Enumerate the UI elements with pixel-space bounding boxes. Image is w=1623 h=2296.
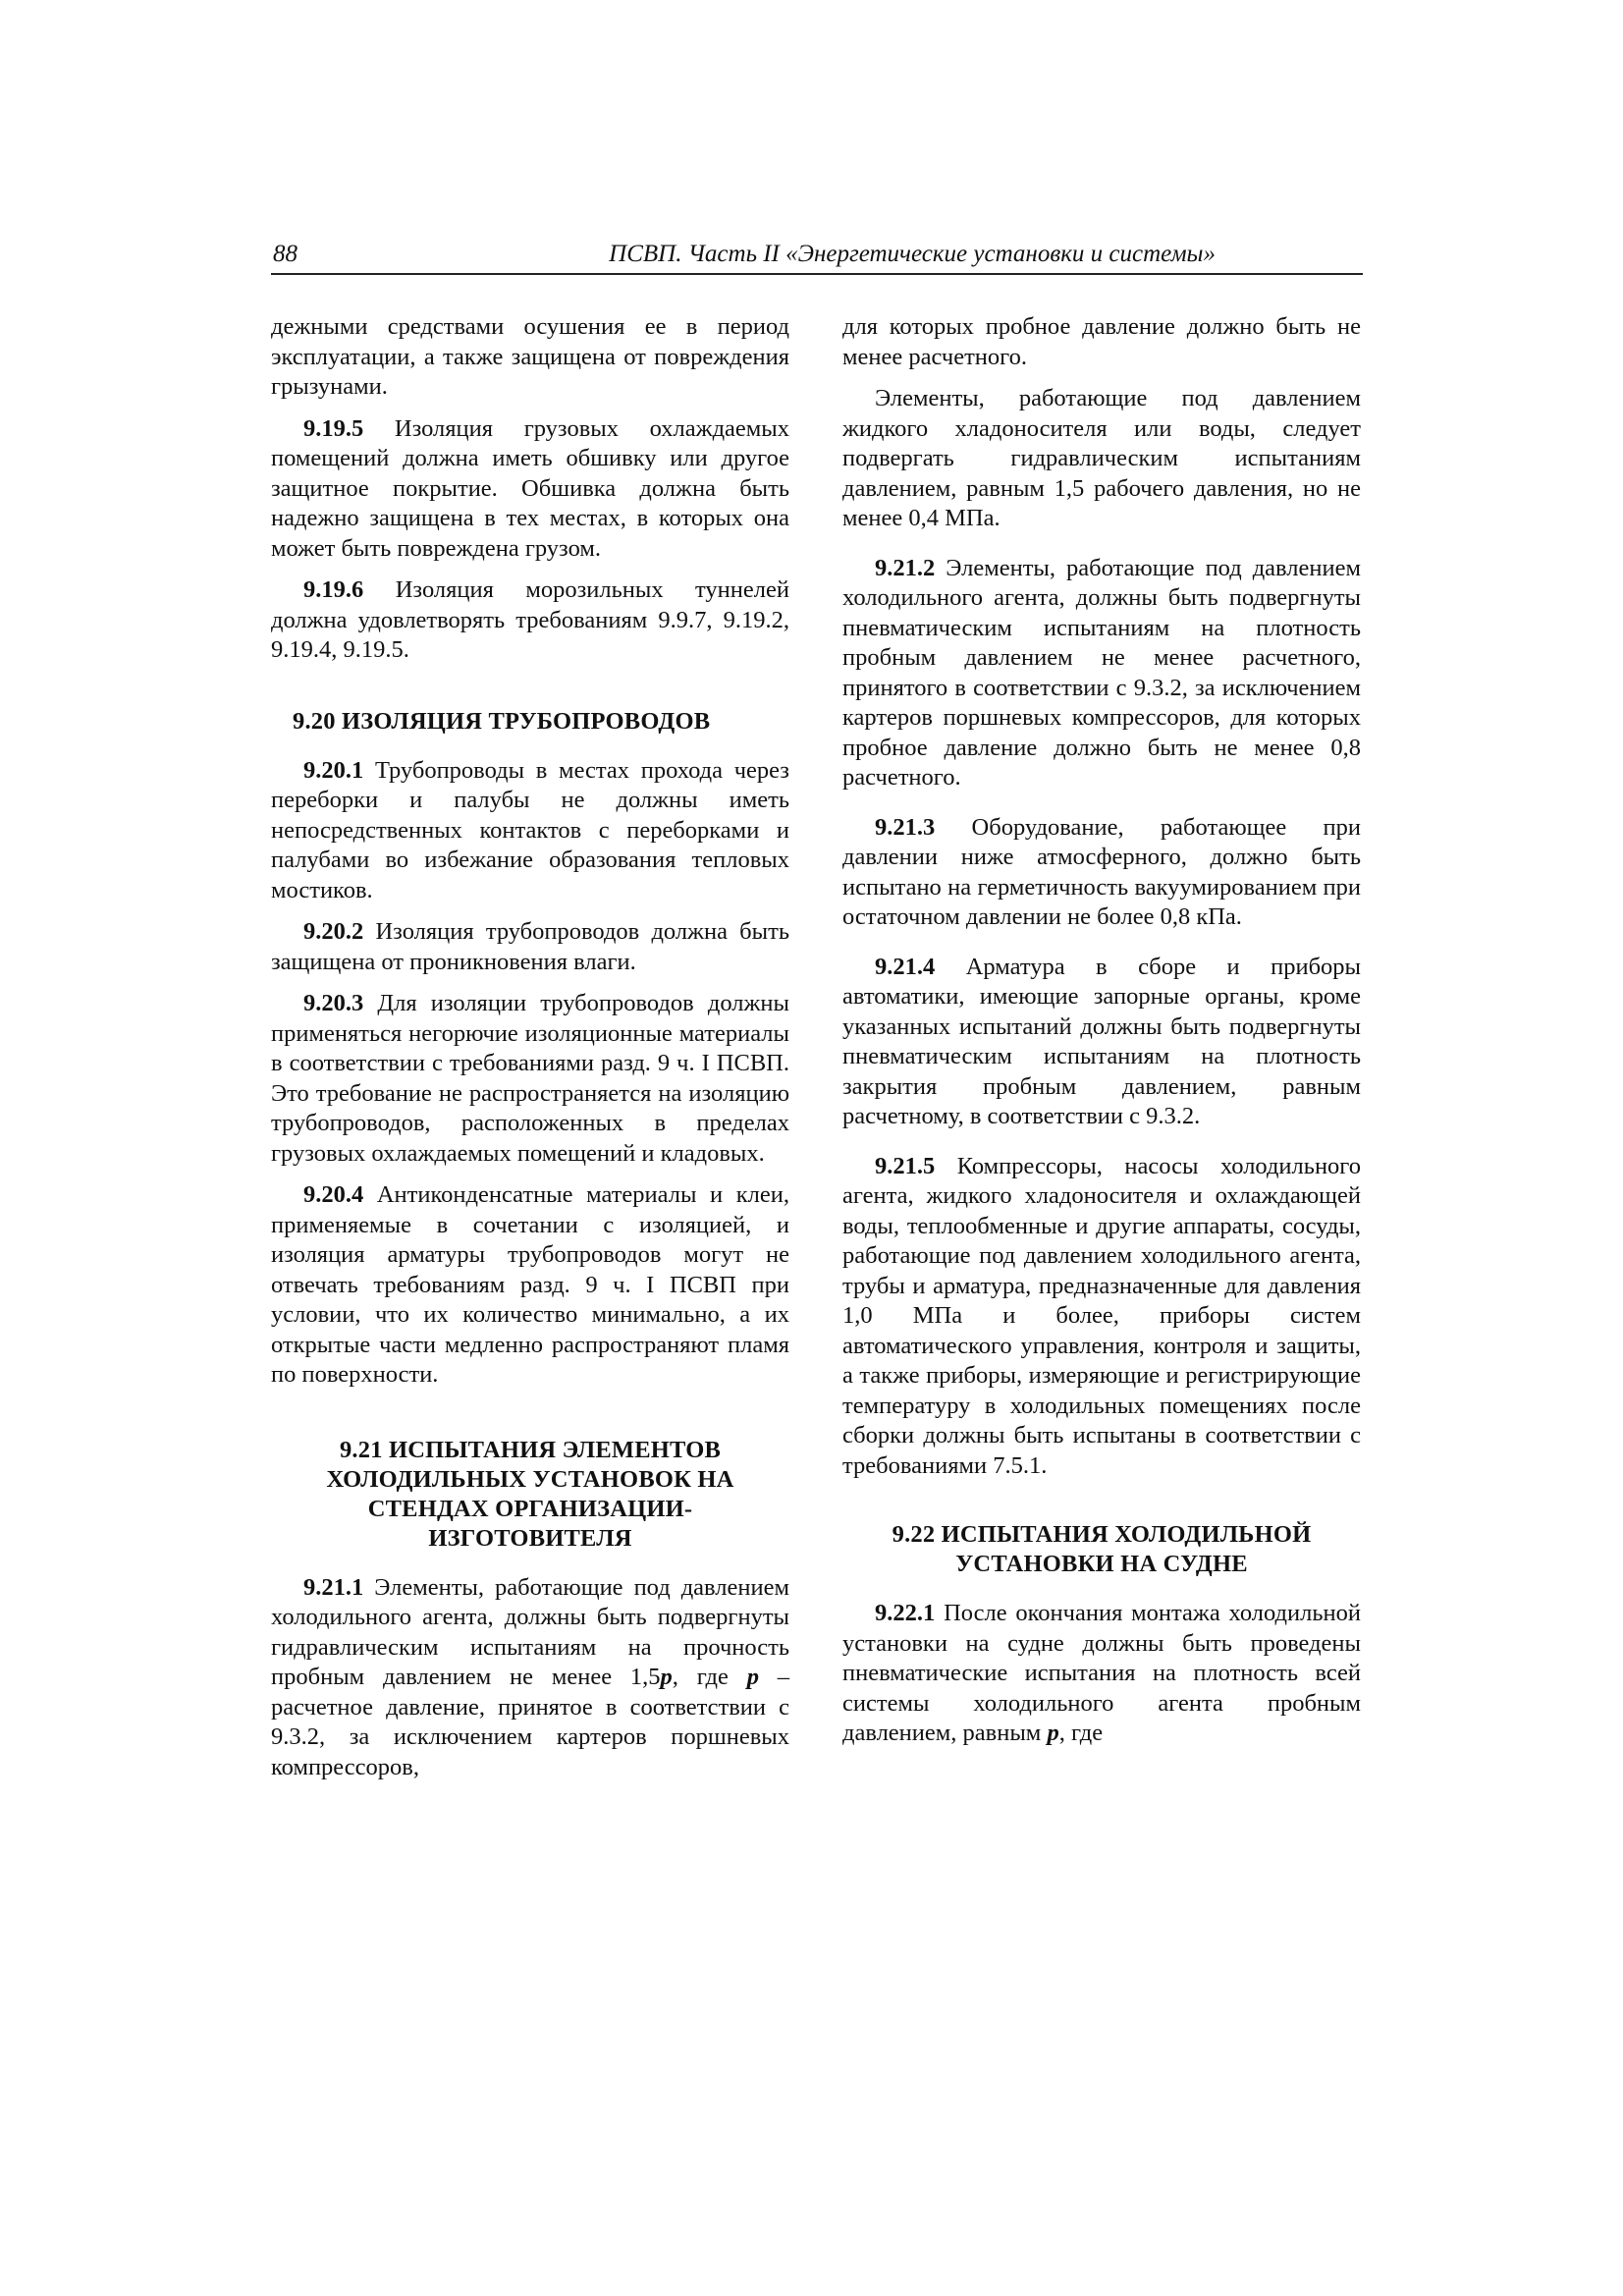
left-column	[271, 312, 789, 1794]
section-heading-9-22: 9.22 ИСПЫТАНИЯ ХОЛОДИЛЬНОЙ УСТАНОВКИ НА СУДНЕ	[892, 1521, 1312, 1577]
clause-9-19-5	[271, 414, 789, 565]
paragraph: дежными средствами осушения ее в период эксплуатации, а также защищена от повреждения грызунами.	[271, 313, 789, 400]
section-heading-9-20: 9.20 ИЗОЛЯЦИЯ ТРУБОПРОВОДОВ	[293, 707, 711, 735]
clause-9-20-1	[271, 756, 789, 906]
clause-number: 9.20.1	[303, 756, 364, 784]
clause-text: Изоляция грузовых охлаждаемых помещений должна иметь обшивку или другое защитное покрытие. Обшивка должна быть надежно защищена в тех местах, в которых она может быть повреждена грузом.	[271, 414, 789, 562]
clause-text: Оборудование, работающее при давлении ниже атмосферного, должно быть испытано на герметичность вакуумированием при остаточном давлении не более 0,8 кПа.	[842, 813, 1361, 930]
variable-p: p	[746, 1664, 759, 1690]
paragraph: для которых пробное давление должно быть не менее расчетного.	[842, 313, 1361, 370]
clause-text: Компрессоры, насосы холодильного агента, жидкого хладоносителя и охлаждающей воды, теплообменные и другие аппараты, сосуды, работающие под давлением холодильного агента, трубы и арматура, предназначенные для давления 1,0 МПа и более, приборы систем автоматического управления, контроля и защиты, а также приборы, измеряющие и регистрирующие температуру в холодильных помещениях после сборки должны быть испытаны в соответствии с требованиями 7.5.1.	[842, 1152, 1361, 1479]
page-number: 88	[273, 241, 298, 267]
clause-number: 9.20.4	[303, 1181, 364, 1208]
clause-9-20-2	[271, 917, 789, 977]
clause-9-21-5	[842, 1152, 1361, 1482]
clause-9-19-6	[271, 575, 789, 666]
clause-text: Антиконденсатные материалы и клеи, применяемые в сочетании с изоляцией, и изоляция арматуры трубопроводов могут не отвечать требованиям разд. 9 ч. I ПСВП при условии, что их количество минимально, а их открытые части медленно распространяют пламя по поверхности.	[271, 1181, 789, 1388]
clause-number: 9.21.4	[875, 953, 936, 980]
clause-9-21-1	[271, 1573, 789, 1783]
clause-number: 9.21.3	[875, 813, 936, 841]
clause-number: 9.22.1	[875, 1600, 936, 1626]
variable-p: p	[1047, 1720, 1059, 1746]
clause-9-20-3	[271, 989, 789, 1169]
clause-text: Элементы, работающие под давлением холодильного агента, должны быть подвергнуты пневматическим испытаниям на плотность пробным давлением не менее расчетного, принятого в соответствии с 9.3.2, за исключением картеров поршневых компрессоров, для которых пробное давление должно быть не менее 0,8 расчетного.	[842, 554, 1361, 791]
running-header	[271, 240, 1363, 275]
clause-text: , где	[672, 1664, 747, 1690]
clause-9-20-4	[271, 1180, 789, 1391]
clause-number: 9.21.5	[875, 1152, 936, 1179]
clause-number: 9.20.2	[303, 918, 364, 945]
clause-text: , где	[1058, 1720, 1104, 1746]
clause-text: Арматура в сборе и приборы автоматики, имеющие запорные органы, кроме указанных испытаний должны быть подвергнуты пневматическим испытаниям на плотность закрытия пробным давлением, равным расчетному, в соответствии с 9.3.2.	[842, 953, 1361, 1129]
clause-text: Изоляция морозильных туннелей должна удовлетворять требованиям 9.9.7, 9.19.2, 9.19.4, 9.19.5.	[271, 576, 789, 663]
clause-number: 9.21.2	[875, 554, 936, 581]
clause-number: 9.21.1	[303, 1573, 364, 1601]
clause-number: 9.19.6	[303, 576, 364, 603]
clause-text: Трубопроводы в местах прохода через переборки и палубы не должны иметь непосредственных контактов с переборками и палубами во избежание образования тепловых мостиков.	[271, 756, 789, 903]
clause-text: После окончания монтажа холодильной установки на судне должны быть проведены пневматические испытания на плотность всей системы холодильного агента пробным давлением, равным	[842, 1600, 1361, 1746]
clause-9-21-3	[842, 813, 1361, 933]
clause-text: Элементы, работающие под давлением холодильного агента, должны быть подвергнуты гидравлическим испытаниям на прочность пробным давлением не менее 1,5	[271, 1573, 789, 1690]
clause-9-21-4	[842, 953, 1361, 1132]
running-title: ПСВП. Часть II «Энергетические установки и системы»	[609, 241, 1216, 267]
clause-number: 9.19.5	[303, 414, 364, 442]
clause-9-22-1	[842, 1599, 1361, 1749]
section-heading-9-21: 9.21 ИСПЫТАНИЯ ЭЛЕМЕНТОВ ХОЛОДИЛЬНЫХ УСТАНОВОК НА СТЕНДАХ ОРГАНИЗАЦИИ-ИЗГОТОВИТЕЛЯ	[326, 1436, 734, 1552]
clause-number: 9.20.3	[303, 990, 364, 1016]
clause-text: – расчетное давление, принятое в соответствии с 9.3.2, за исключением картеров поршневых компрессоров,	[271, 1664, 790, 1780]
paragraph: Элементы, работающие под давлением жидкого хладоносителя или воды, следует подвергать гидравлическим испытаниям давлением, равным 1,5 рабочего давления, но не менее 0,4 МПа.	[842, 385, 1361, 531]
clause-text: Изоляция трубопроводов должна быть защищена от проникновения влаги.	[271, 918, 789, 975]
variable-p: p	[660, 1664, 673, 1690]
right-column	[842, 312, 1361, 1761]
clause-text: Для изоляции трубопроводов должны применяться негорючие изоляционные материалы в соответствии с требованиями разд. 9 ч. I ПСВП. Это требование не распространяется на изоляцию трубопроводов, расположенных в пределах грузовых охлаждаемых помещений и кладовых.	[271, 990, 789, 1167]
clause-9-21-2	[842, 554, 1361, 793]
